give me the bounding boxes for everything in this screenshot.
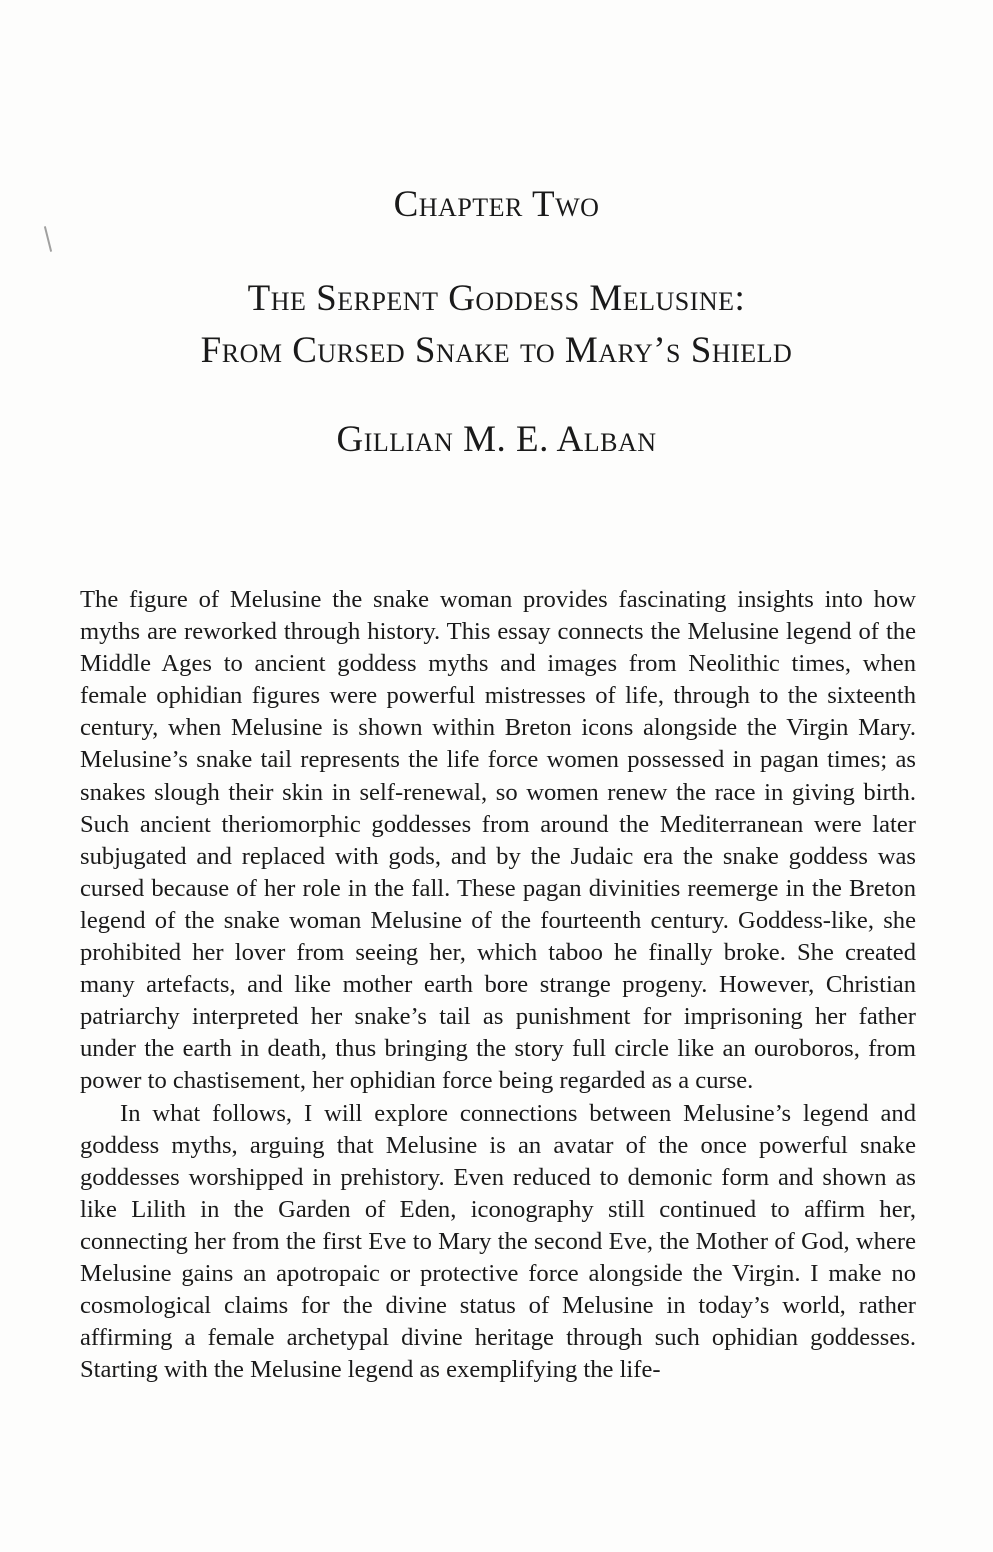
paragraph-1: The figure of Melusine the snake woman provides fascinating insights into how myths are reworked through history. This essay connects the Melusine legend of the Middle Ages to ancient goddess myths and images from Neolithic times, when female ophidian figures were powerful mistresses of life, through to the sixteenth century, when Melusine is shown within Breton icons alongside the Virgin Mary. Melusine’s snake tail represents the life force women possessed in pagan times; as snakes slough their skin in self-renewal, so women renew the race in giving birth. Such ancient theriomorphic goddesses from around the Mediterranean were later subjugated and replaced with gods, and by the Judaic era the snake goddess was cursed because of her role in the fall. These pagan divinities reemerge in the Breton legend of the snake woman Melusine of the fourteenth century. Goddess-like, she prohibited her lover from seeing her, which taboo he finally broke. She created many artefacts, and like mother earth bore strange progeny. However, Christian patriarchy interpreted her snake’s tail as punishment for imprisoning her father under the earth in death, thus bringing the story full circle like an ouroboros, from power to chastisement, her ophidian force being regarded as a curse.: [80, 586, 916, 1095]
body-text: [80, 584, 916, 1386]
chapter-title-line-2: From Cursed Snake to Mary’s Shield: [200, 330, 793, 371]
chapter-title-line-1: The Serpent Goddess Melusine:: [247, 278, 746, 319]
author-name: Gillian M. E. Alban: [336, 419, 657, 460]
chapter-label: Chapter Two: [393, 184, 600, 225]
paragraph-2: In what follows, I will explore connections between Melusine’s legend and goddess myths, arguing that Melusine is an avatar of the once powerful snake goddesses worshipped in prehistory. Even reduced to demonic form and shown as like Lilith in the Garden of Eden, iconography still continued to affirm her, connecting her from the first Eve to Mary the second Eve, the Mother of God, where Melusine gains an apotropaic or protective force alongside the Virgin. I make no cosmological claims for the divine status of Melusine in today’s world, rather affirming a female archetypal divine heritage through such ophidian goddesses. Starting with the Melusine legend as exemplifying the life-: [80, 1099, 916, 1384]
chapter-title: [0, 273, 993, 377]
scan-mark: [44, 226, 52, 252]
